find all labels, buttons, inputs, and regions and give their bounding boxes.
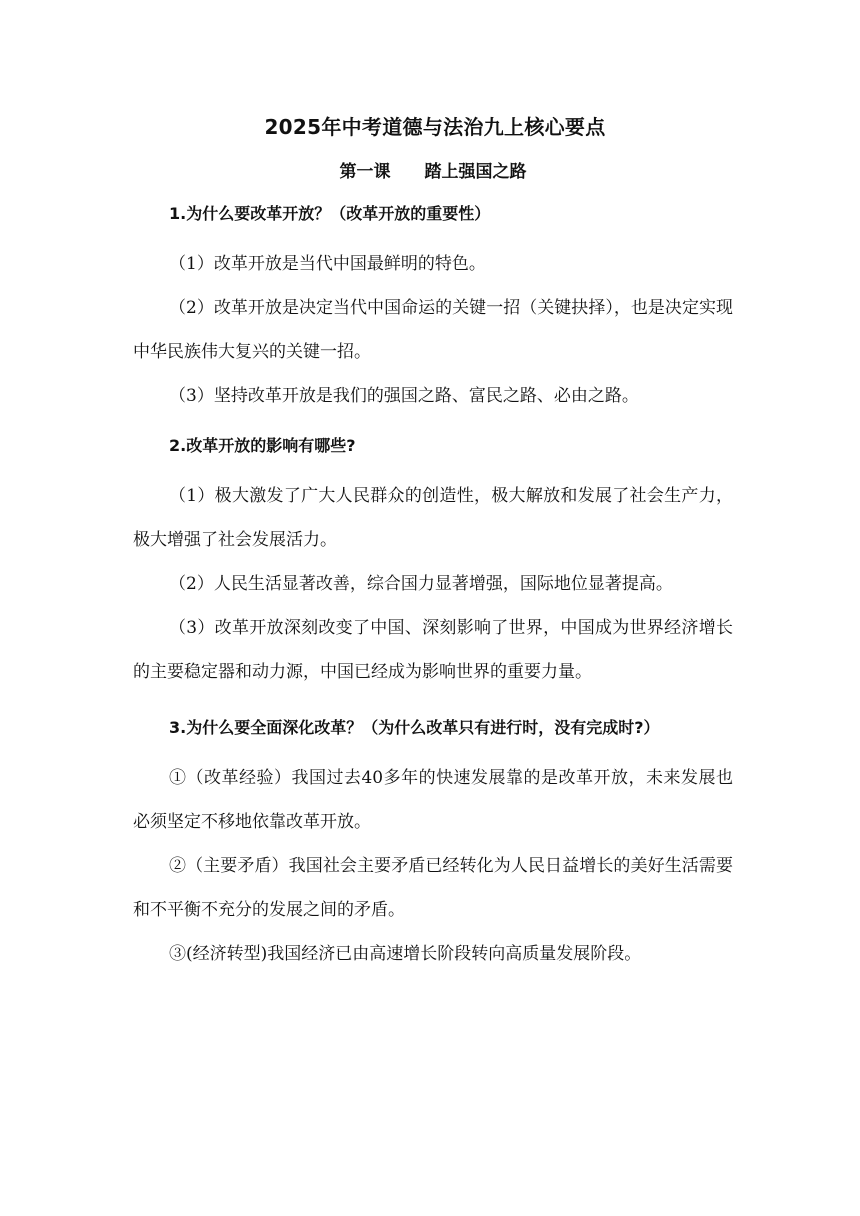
- section-question: 2.改革开放的影响有哪些?: [169, 436, 356, 455]
- section-question: 3.为什么要全面深化改革？（为什么改革只有进行时，没有完成时?）: [169, 718, 660, 737]
- section-2: [133, 432, 733, 694]
- section-point: ②（主要矛盾）我国社会主要矛盾已经转化为人民日益增长的美好生活需要和不平衡不充分的发展之间的矛盾。: [133, 856, 733, 920]
- section-point: （2）改革开放是决定当代中国命运的关键一招（关键抉择），也是决定实现中华民族伟大复兴的关键一招。: [133, 298, 733, 362]
- section-point: （3）坚持改革开放是我们的强国之路、富民之路、必由之路。: [169, 386, 639, 406]
- section-point: （2）人民生活显著改善，综合国力显著增强，国际地位显著提高。: [169, 574, 673, 594]
- section-3: [133, 714, 733, 976]
- document-title: 2025年中考道德与法治九上核心要点: [264, 115, 606, 139]
- section-point: （1）极大激发了广大人民群众的创造性，极大解放和发展了社会生产力，极大增强了社会发展活力。: [133, 486, 733, 550]
- section-point: （1）改革开放是当代中国最鲜明的特色。: [169, 254, 486, 274]
- section-point: （3）改革开放深刻改变了中国、深刻影响了世界，中国成为世界经济增长的主要稳定器和动力源，中国已经成为影响世界的重要力量。: [133, 618, 733, 682]
- section-1: [133, 200, 733, 418]
- section-point: ③(经济转型)我国经济已由高速增长阶段转向高质量发展阶段。: [169, 944, 642, 964]
- section-question: 1.为什么要改革开放？（改革开放的重要性）: [169, 204, 491, 223]
- section-point: ①（改革经验）我国过去40多年的快速发展靠的是改革开放，未来发展也必须坚定不移地依靠改革开放。: [133, 768, 733, 832]
- document-body: [133, 112, 733, 976]
- lesson-heading: 第一课 踏上强国之路: [339, 162, 527, 182]
